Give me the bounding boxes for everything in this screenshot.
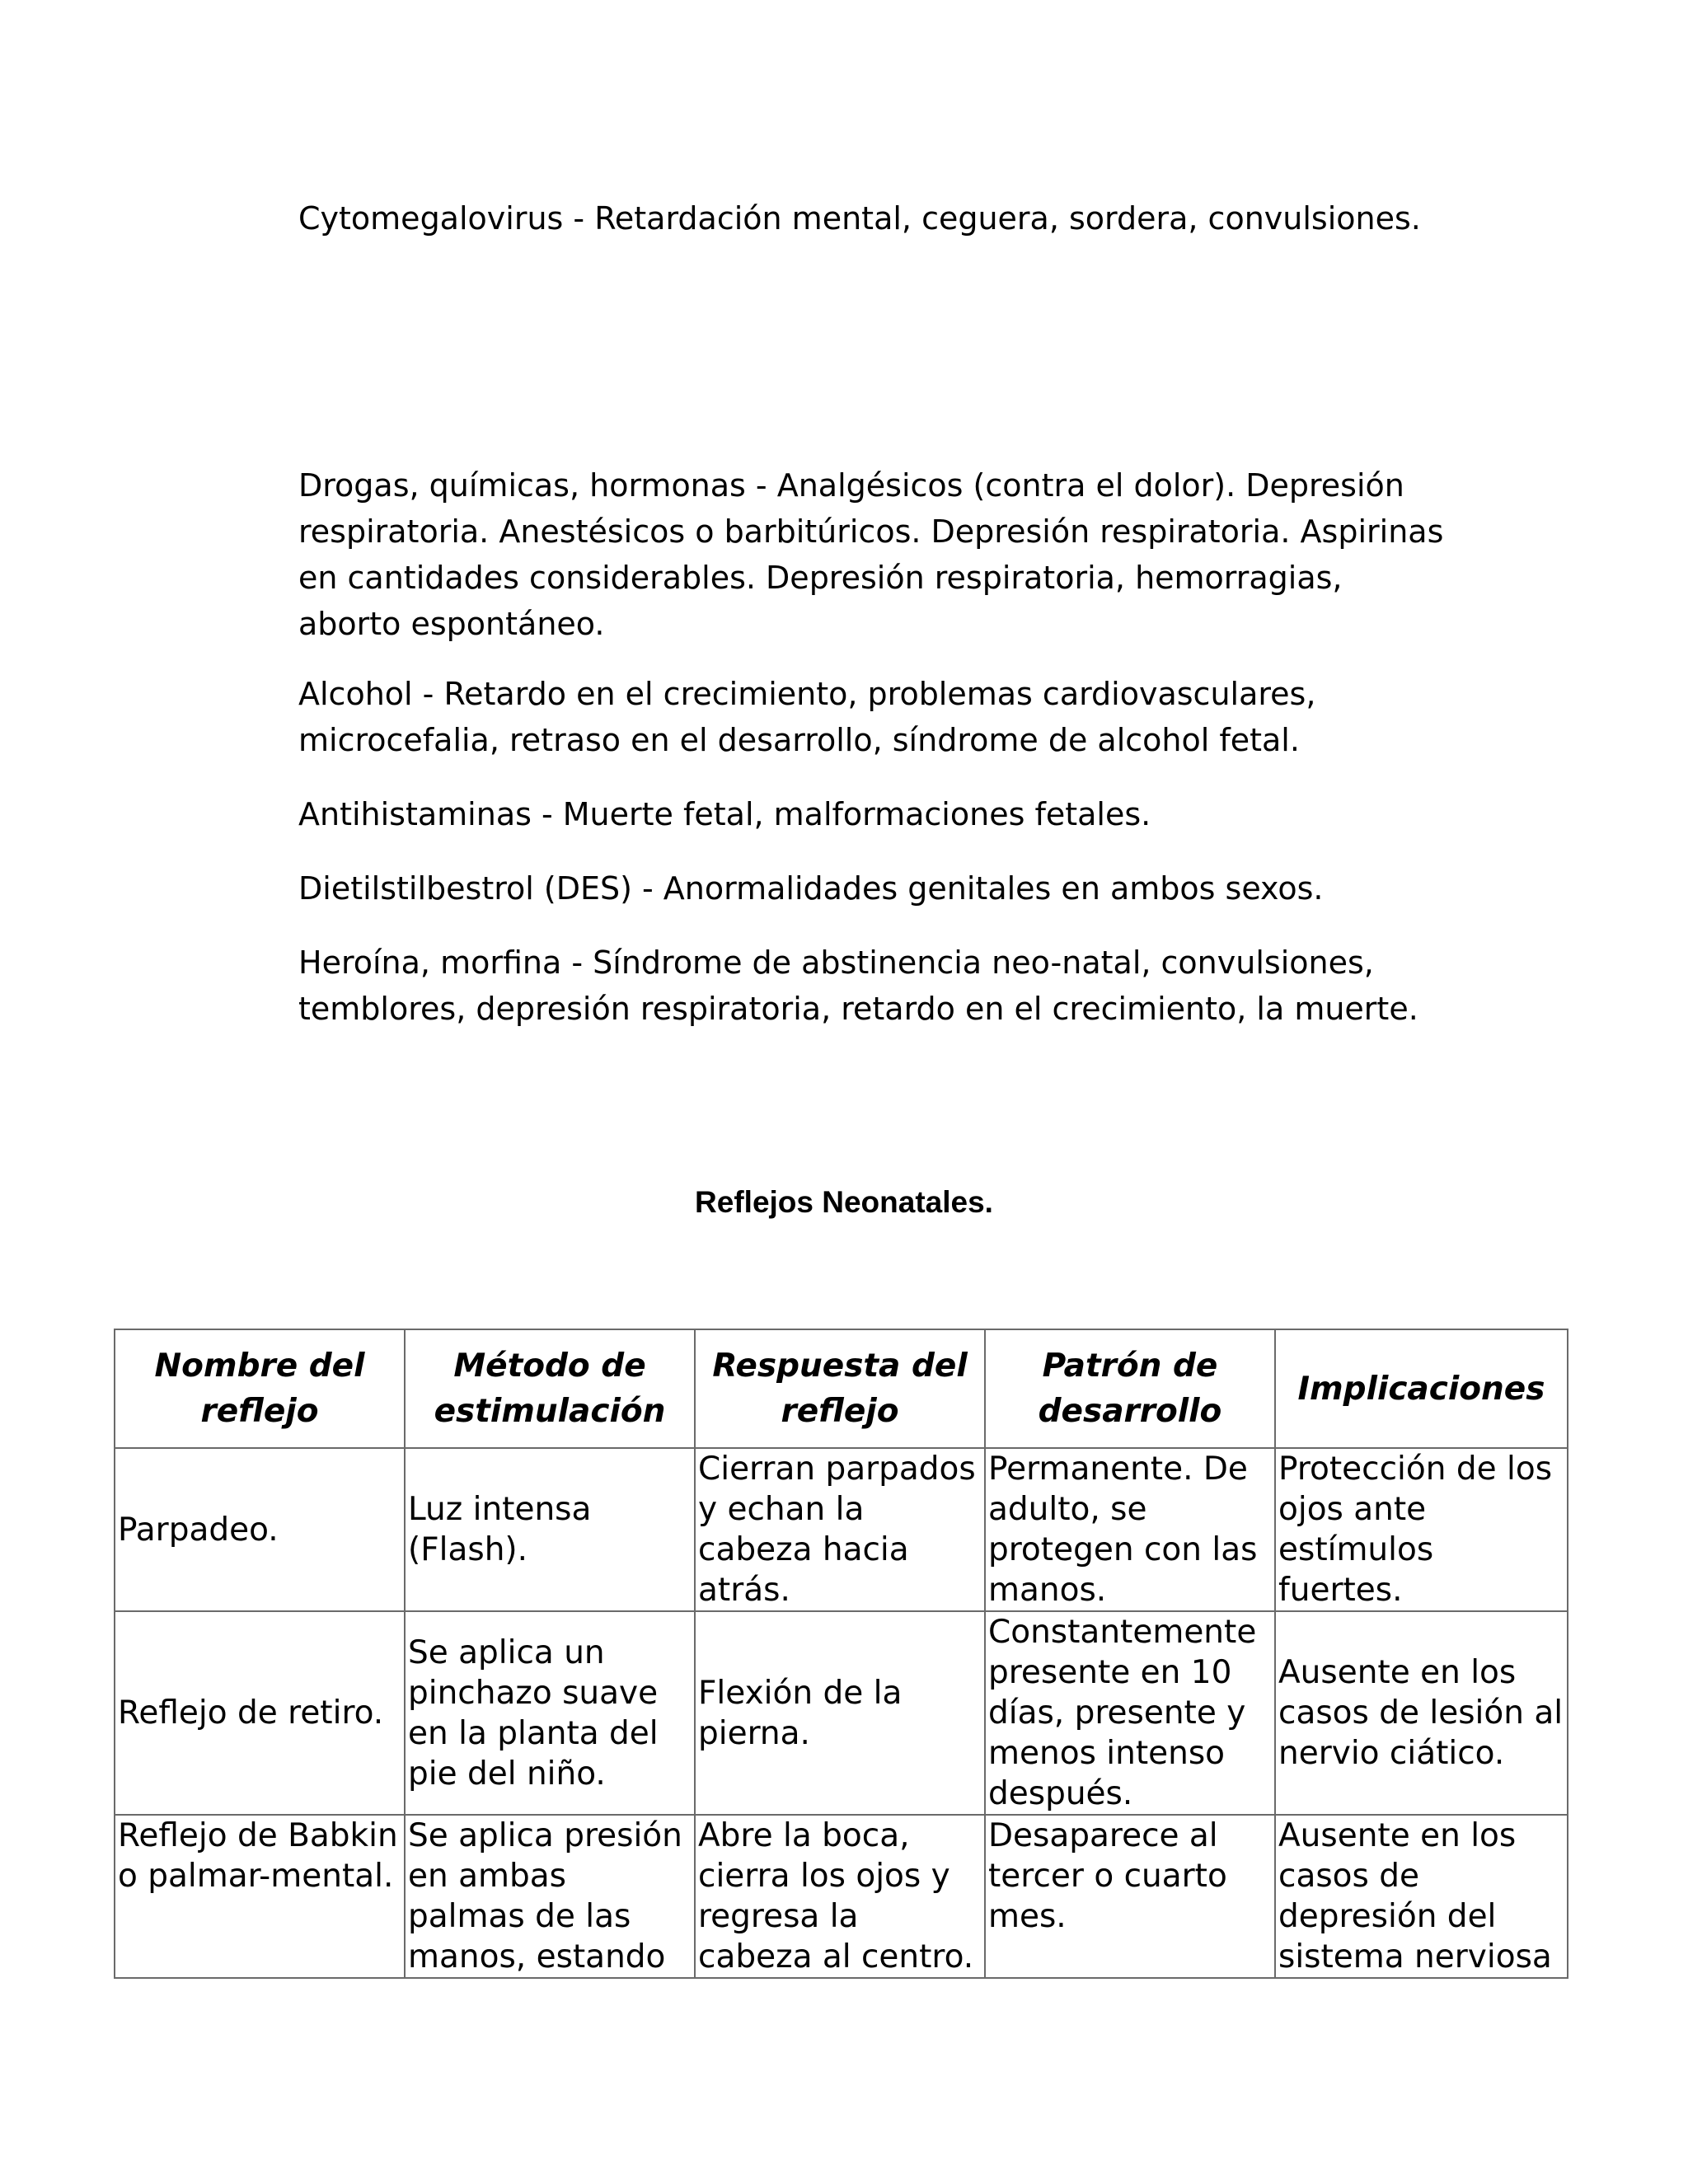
paragraph-cytomegalovirus: Cytomegalovirus - Retardación mental, ceguera, sordera, convulsiones. [298,200,1421,237]
cell-nombre: Parpadeo. [115,1448,405,1611]
cell-implicaciones: Ausente en los casos de depresión del sistema nerviosa [1275,1815,1568,1978]
header-implicaciones: Implicaciones [1275,1329,1568,1448]
cell-patron: Constantemente presente en 10 días, presente y menos intenso después. [985,1611,1275,1815]
cell-respuesta: Cierran parpados y echan la cabeza hacia atrás. [695,1448,985,1611]
cell-patron: Permanente. De adulto, se protegen con las manos. [985,1448,1275,1611]
paragraph-antihistaminas: Antihistaminas - Muerte fetal, malformaciones fetales. [298,796,1151,832]
cell-respuesta: Flexión de la pierna. [695,1611,985,1815]
paragraph-heroina: Heroína, morfina - Síndrome de abstinencia neo-natal, convulsiones, temblores, depresión respiratoria, retardo en el crecimiento, la muerte. [298,944,1418,1027]
header-patron: Patrón de desarrollo [985,1329,1275,1448]
paragraph-dietilstilbestrol: Dietilstilbestrol (DES) - Anormalidades genitales en ambos sexos. [298,870,1324,907]
cell-implicaciones: Ausente en los casos de lesión al nervio ciático. [1275,1611,1568,1815]
cell-respuesta: Abre la boca, cierra los ojos y regresa la cabeza al centro. [695,1815,985,1978]
table-header-row [115,1329,1568,1448]
table-row [115,1448,1568,1611]
paragraph-drogas: Drogas, químicas, hormonas - Analgésicos (contra el dolor). Depresión respiratoria. Anestésicos o barbitúricos. Depresión respiratoria. Aspirinas en cantidades considerables. Depresión respiratoria, hemorragias, aborto espontáneo. [298,467,1444,642]
cell-nombre: Reflejo de Babkin o palmar-mental. [115,1815,405,1978]
table-row [115,1611,1568,1815]
table-row [115,1815,1568,1978]
cell-metodo: Luz intensa (Flash). [405,1448,695,1611]
table-title: Reflejos Neonatales. [695,1185,993,1219]
header-metodo: Método de estimulación [405,1329,695,1448]
cell-patron: Desaparece al tercer o cuarto mes. [985,1815,1275,1978]
cell-implicaciones: Protección de los ojos ante estímulos fuertes. [1275,1448,1568,1611]
cell-nombre: Reflejo de retiro. [115,1611,405,1815]
header-nombre: Nombre del reflejo [115,1329,405,1448]
header-respuesta: Respuesta del reflejo [695,1329,985,1448]
reflex-table [114,1329,1568,1979]
cell-metodo: Se aplica un pinchazo suave en la planta del pie del niño. [405,1611,695,1815]
cell-metodo: Se aplica presión en ambas palmas de las manos, estando [405,1815,695,1978]
paragraph-alcohol: Alcohol - Retardo en el crecimiento, problemas cardiovasculares, microcefalia, retraso en el desarrollo, síndrome de alcohol fetal. [298,676,1316,758]
